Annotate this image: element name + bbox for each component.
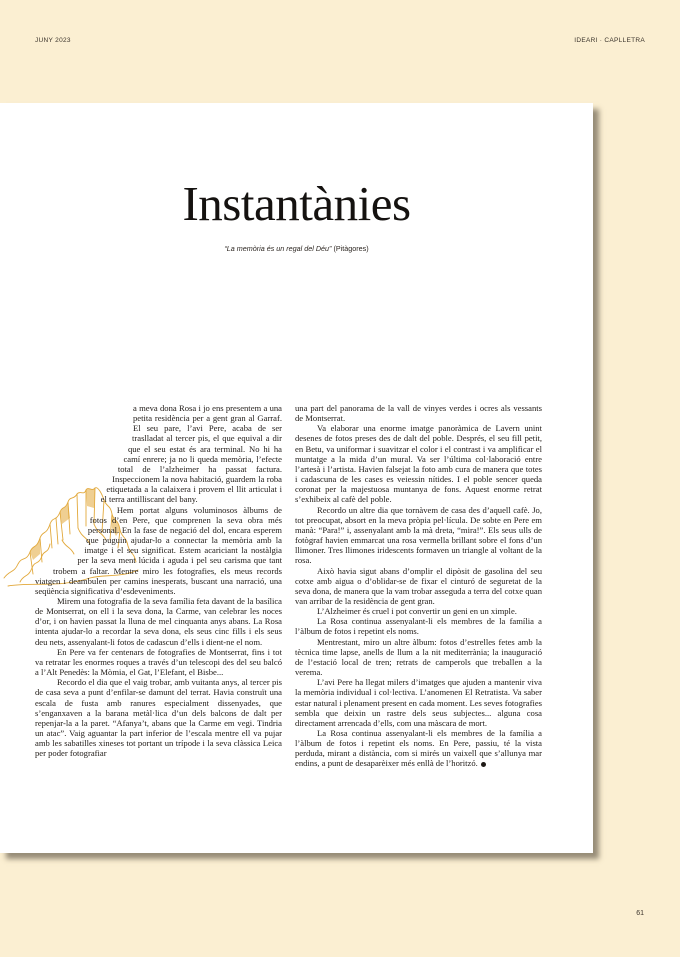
running-header-section: IDEARI · CAPLLETRA xyxy=(574,37,645,44)
epigraph xyxy=(0,244,593,253)
paragraph: una part del panorama de la vall de vinyes verdes i ocres als vessants de Montserrat. xyxy=(295,403,542,424)
paragraph: L’Alzheimer és cruel i pot convertir un geni en un ximple. xyxy=(317,606,517,617)
epigraph-text: “La memòria és un regal del Déu” xyxy=(224,244,332,253)
paragraph: En Pere va fer centenars de fotografies de Montserrat, fins i tot va retratar les enormes roques a través d’un telescopi des del seu balcó a l’Alt Penedès: la Mòmia, el Gat, l’Elefant, el Bisbe... xyxy=(35,646,282,678)
running-header-date: JUNY 2023 xyxy=(35,37,71,44)
page-number: 61 xyxy=(636,910,644,917)
paragraph: Mirem una fotografia de la seva família feta davant de la basílica de Montserrat, on ell i la seva dona, la Carme, van celebrar les noces d’or, i on havien passat la lluna de mel cinquanta anys abans. La Rosa intenta ajudar-lo a recordar la seva dona, els seus cinc fills i els seus deu nets, assenyalant-li fotos de cadascun d’ells i dient-ne el nom. xyxy=(35,595,282,647)
paragraph: a meva dona Rosa i jo ens presentem a una petita residència per a gent gran al Garraf. El seu pare, l’avi Pere, acaba de ser traslladat al tercer pis, el que equival a dir que el seu estat és ara terminal. No hi ha camí enrere; ja no li queda memòria, l’efecte total de l’alzheimer ha passat factura. Inspeccionem la nova habitació, guardem la roba etiquetada a la calaixera i provem el llit articulat i el terra antilliscant del bany. xyxy=(100,403,282,505)
paragraph-final xyxy=(295,728,542,769)
paragraph-final-text: La Rosa continua assenyalant-li els membres de la família a l’àlbum de fotos i repetint els noms. En Pere, passiu, té la vista perduda, mirant a distància, com si mirés un vaixell que s’allunya mar endins, a punt de desaparèixer més enllà de l’horitzó. xyxy=(295,728,542,769)
paragraph: Hem portat alguns voluminosos àlbums de fotos d’en Pere, que comprenen la seva obra més personal. En la fase de negació del dol, encara esperem que puguin ajudar-lo a connectar la memòria amb la imatge i el seu significat. Estem acariciant la nostàlgia per la seva ment lúcida i aguda i pel seu carisma que tant trobem a faltar. Mentre miro les fotografies, els meus records viatgen i deambulen per camins inesperats, buscant una narració, una seqüència significativa d’esdeveniments. xyxy=(35,504,282,596)
article-title: Instantànies xyxy=(182,176,411,231)
paragraph: Això havia sigut abans d’omplir el dipòsit de gasolina del seu cotxe amb aigua o d’oblidar-se de fixar el cinturó de seguretat de la seva dona, de manera que la vam trobar asseguda a terra del cotxe quan van arribar de la residència de gent gran. xyxy=(295,565,542,606)
paragraph: Recordo un altre dia que tornàvem de casa des d’aquell cafè. Jo, tot preocupat, absort en la meva pròpia pel·lícula. De sobte en Pere em manà: “Para!” i, assenyalant amb la mà dreta, “mira!”. Els seus ulls de fotògraf havien emmarcat una rosa vermella brillant sobre el fons d’un llimoner. Tres llimones iridescents formaven un triangle al voltant de la rosa. xyxy=(295,504,542,566)
paragraph: Va elaborar una enorme imatge panoràmica de Lavern unint desenes de fotos preses des de dalt del poble. Després, el seu fill petit, en Betu, va uniformar i suavitzar el color i el contrast i va amplificar el muntatge a la mida d’un mural. Va ser l’última col·laboració entre l’artesà i l’artista. Havien falsejat la foto amb cura de manera que totes i cadascuna de les cases es veiessin nítides. I el poble sencer queda coronat per la majestuosa muntanya de fons. Aquest enorme retrat s’exhibeix al cafè del poble. xyxy=(295,423,542,505)
article-column-1 xyxy=(35,403,282,758)
article-column-2 xyxy=(295,403,542,769)
paragraph: Mentrestant, miro un altre àlbum: fotos d’estrelles fetes amb la tècnica time lapse, anells de llum a la nit mediterrània; la inauguració de l’estació local de tren; retrats de camperols que treballen a la verema. xyxy=(295,636,542,678)
end-of-article-icon xyxy=(481,762,486,767)
paragraph: La Rosa continua assenyalant-li els membres de la família a l’àlbum de fotos i repetint els noms. xyxy=(295,616,542,637)
paragraph: L’avi Pere ha llegat milers d’imatges que ajuden a mantenir viva la memòria individual i col·lectiva. L’anomenen El Retratista. Va saber estar natural i plenament present en cada moment. Les seves fotografies sembla que deixin un rastre dels seus subjectes... alguna cosa directament arrencada d’ells, com una màscara de mort. xyxy=(295,677,542,728)
paragraph: Recordo el dia que el vaig trobar, amb vuitanta anys, al tercer pis de casa seva a punt d’enfilar-se damunt del terrat. Havia construït una escala de fusta amb ranures especialment dissenyades, que s’enganxaven a la barana metàl·lica d’un dels balcons de dalt per repenjar-la a la paret. “Afanya’t, abans que la Carme em vegi. Tindria un atac”. Vaig aguantar la part inferior de l’escala mentre ell va pujar amb les sabatilles xineses tot portant un trípode i la seva clàssica Leica per poder fotografiar xyxy=(35,677,282,759)
article-page xyxy=(0,103,593,853)
epigraph-author: (Pitàgores) xyxy=(333,244,369,253)
